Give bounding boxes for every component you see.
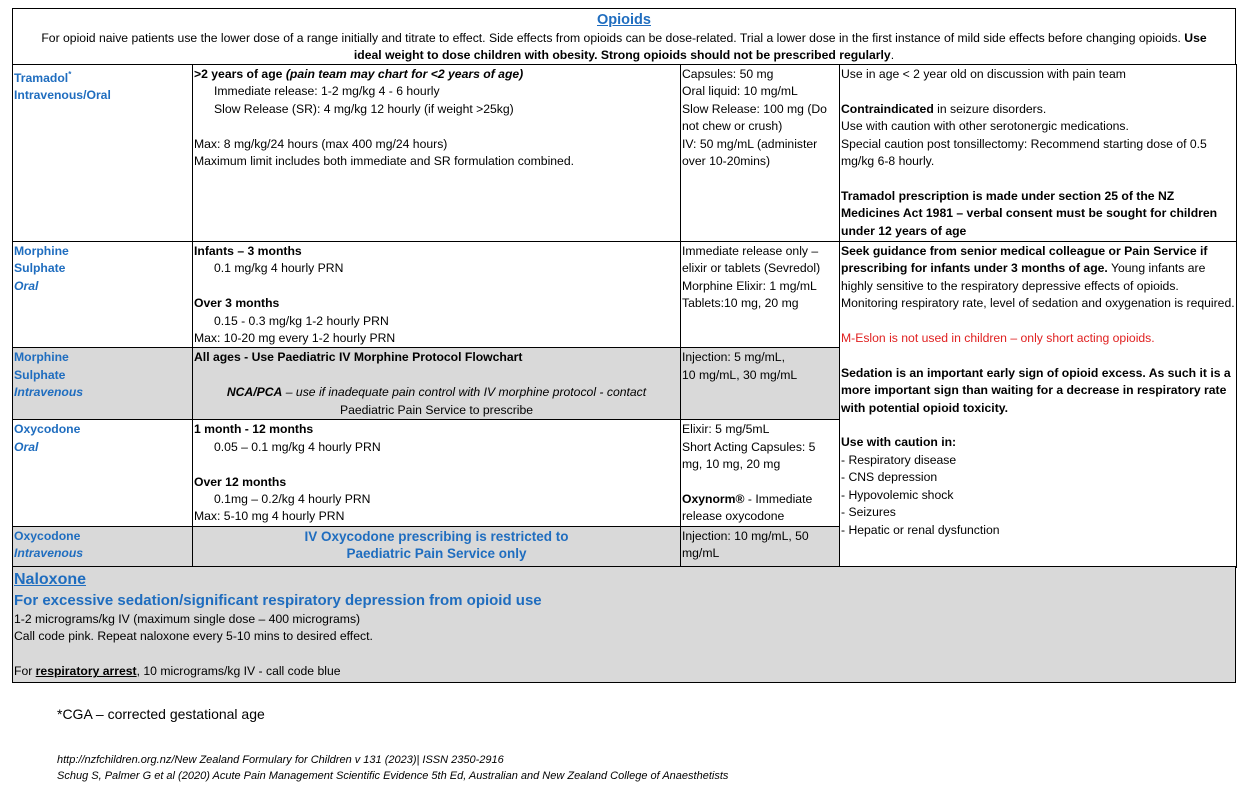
caution-item: - Hypovolemic shock (841, 487, 954, 502)
note-line: Use with caution with other serotonergic medications. (841, 119, 1129, 134)
drug-name-cell (13, 348, 193, 420)
opioid-dosing-table (12, 64, 1237, 568)
naloxone-title: Naloxone (14, 571, 87, 588)
references (57, 752, 728, 784)
formulation-line: Morphine Elixir: 1 mg/mL (682, 278, 817, 293)
dose-cell (193, 348, 681, 420)
dose-line: 0.15 - 0.3 mg/kg 1-2 hourly PRN (214, 313, 389, 328)
naloxone-subtitle: For excessive sedation/significant respiratory depression from opioid use (14, 592, 542, 609)
dose-cell-restricted (193, 526, 681, 567)
reference-line: http://nzfchildren.org.nz/New Zealand Formulary for Children v 131 (2023)| ISSN 2350-2916 (57, 754, 504, 766)
formulation-line: Short Acting Capsules: 5 mg, 10 mg, 20 mg (682, 439, 816, 472)
dose-heading: 1 month - 12 months (194, 422, 314, 437)
formulation-cell (681, 348, 840, 420)
opioids-header (12, 8, 1236, 64)
formulation-line: Tablets:10 mg, 20 mg (682, 296, 799, 311)
dose-heading: Over 12 months (194, 474, 287, 489)
caution-item: - Respiratory disease (841, 452, 957, 467)
dose-heading: All ages - Use Paediatric IV Morphine Protocol Flowchart (194, 350, 523, 365)
table-row-morphine-oral (13, 242, 1237, 348)
dose-line: 0.1mg – 0.2/kg 4 hourly PRN (214, 492, 371, 507)
formulation-cell (681, 242, 840, 348)
formulation-line: Oral liquid: 10 mg/mL (682, 84, 798, 99)
intro-plain: For opioid naive patients use the lower dose of a range initially and titrate to effect. Side effects from opioids can be dose-related. Trial a lower dose in the first instance of mild side effects before changing opioids. (41, 31, 1185, 45)
formulation-cell (681, 65, 840, 242)
dose-heading: Infants – 3 months (194, 244, 302, 258)
drug-name: Morphine Sulphate (14, 350, 69, 382)
cga-footnote: *CGA – corrected gestational age (57, 706, 265, 722)
note-warning: M-Eslon is not used in children – only short acting opioids. (841, 331, 1155, 346)
drug-route: Oral (14, 439, 39, 454)
formulation-line: 10 mg/mL, 30 mg/mL (682, 367, 798, 382)
note-line: Young infants are highly sensitive to the respiratory depressive effects of opioids. Monitoring respiratory rate, level of sedation and oxygenation is required. (841, 261, 1235, 311)
dose-heading: >2 years of age (194, 67, 286, 81)
drug-name: Morphine Sulphate (14, 244, 69, 276)
naloxone-line: 1-2 micrograms/kg IV (maximum single dose – 400 micrograms) (14, 612, 361, 626)
formulation-cell (681, 526, 840, 567)
formulation-line: Elixir: 5 mg/5mL (682, 422, 770, 437)
drug-route: Intravenous (14, 546, 84, 561)
naloxone-arrest-post: , 10 micrograms/kg IV - call code blue (136, 664, 341, 679)
caution-heading: Use with caution in: (841, 435, 957, 450)
drug-route: Intravenous/Oral (14, 88, 111, 103)
dose-limit: Maximum limit includes both immediate and SR formulation combined. (194, 154, 575, 169)
formulation-line: - Immediate release oxycodone (682, 492, 813, 524)
drug-route: Oral (14, 278, 39, 293)
notes-cell (840, 65, 1237, 242)
caution-item: - CNS depression (841, 470, 938, 485)
note-line: Use in age < 2 year old on discussion with pain team (841, 67, 1126, 81)
dose-max: Max: 10-20 mg every 1-2 hourly PRN (194, 331, 396, 346)
note-line: in seizure disorders. (933, 101, 1047, 116)
drug-name-cell (13, 526, 193, 567)
dose-max: Max: 8 mg/kg/24 hours (max 400 mg/24 hours) (194, 136, 448, 151)
dose-line: Slow Release (SR): 4 mg/kg 12 hourly (if weight >25kg) (214, 101, 514, 116)
dose-line: 0.1 mg/kg 4 hourly PRN (214, 261, 344, 276)
dose-cell (193, 65, 681, 242)
dose-line: Immediate release: 1-2 mg/kg 4 - 6 hourly (214, 84, 440, 99)
naloxone-arrest-pre: For (14, 664, 36, 679)
dose-heading: Over 3 months (194, 296, 280, 311)
formulation-bold: Oxynorm® (682, 492, 745, 507)
intro-end: . (890, 48, 895, 63)
dose-max: Max: 5-10 mg 4 hourly PRN (194, 509, 345, 524)
dose-line: IV Oxycodone prescribing is restricted to (304, 528, 569, 544)
drug-name: Oxycodone (14, 528, 81, 543)
note-bold: Contraindicated (841, 101, 934, 116)
naloxone-arrest-bold: respiratory arrest (35, 664, 137, 679)
naloxone-arrest-line (14, 663, 1234, 680)
caution-item: - Hepatic or renal dysfunction (841, 522, 1000, 537)
formulation-line: Immediate release only – elixir or tablets (Sevredol) (682, 244, 821, 276)
dose-cell (193, 242, 681, 348)
dose-nca-bold: NCA/PCA (226, 385, 283, 400)
dose-heading-note: (pain team may chart for <2 years of age) (285, 67, 524, 81)
note-line: Special caution post tonsillectomy: Recommend starting dose of 0.5 mg/kg 6-8 hourly. (841, 136, 1207, 169)
drug-name-sup: * (68, 70, 72, 79)
dose-nca: – use if inadequate pain control with IV morphine protocol - contact (282, 385, 647, 400)
intro-text (13, 30, 1235, 65)
formulation-cell (681, 420, 840, 526)
notes-cell-opioids (840, 242, 1237, 568)
drug-name-cell (13, 420, 193, 526)
formulation-line: Capsules: 50 mg (682, 67, 774, 81)
naloxone-line: Call code pink. Repeat naloxone every 5-10 mins to desired effect. (14, 629, 373, 644)
intro-bold: Use ideal weight to dose children with obesity. Strong opioids should not be prescribed regularly (353, 31, 1207, 63)
dose-nca-line: Paediatric Pain Service to prescribe (339, 402, 534, 417)
drug-name: Tramadol (14, 71, 69, 86)
dose-cell (193, 420, 681, 526)
dose-line: Paediatric Pain Service only (346, 546, 527, 562)
reference-line: Schug S, Palmer G et al (2020) Acute Pain Management Scientific Evidence 5th Ed, Australian and New Zealand College of Anaesthetists (57, 770, 729, 782)
note-sedation: Sedation is an important early sign of opioid excess. As such it is a more important sign than waiting for a decrease in respiratory rate with potential opioid toxicity. (841, 365, 1231, 415)
drug-route: Intravenous (14, 385, 84, 400)
drug-name-cell (13, 65, 193, 242)
caution-item: - Seizures (841, 505, 896, 520)
formulation-line: Injection: 5 mg/mL, (682, 350, 785, 365)
note-bold: Seek guidance from senior medical colleague or Pain Service if prescribing for infants under 3 months of age. (841, 244, 1208, 276)
drug-name: Oxycodone (14, 422, 81, 437)
page-title: Opioids (597, 12, 651, 28)
naloxone-section (12, 566, 1236, 683)
table-row-tramadol (13, 65, 1237, 242)
formulation-line: Injection: 10 mg/mL, 50 mg/mL (682, 528, 809, 561)
drug-name-cell (13, 242, 193, 348)
formulation-line: Slow Release: 100 mg (Do not chew or crush) (682, 101, 827, 134)
dose-line: 0.05 – 0.1 mg/kg 4 hourly PRN (214, 439, 381, 454)
formulation-line: IV: 50 mg/mL (administer over 10-20mins) (682, 136, 818, 169)
note-legal: Tramadol prescription is made under section 25 of the NZ Medicines Act 1981 – verbal consent must be sought for children under 12 years of age (841, 188, 1218, 238)
